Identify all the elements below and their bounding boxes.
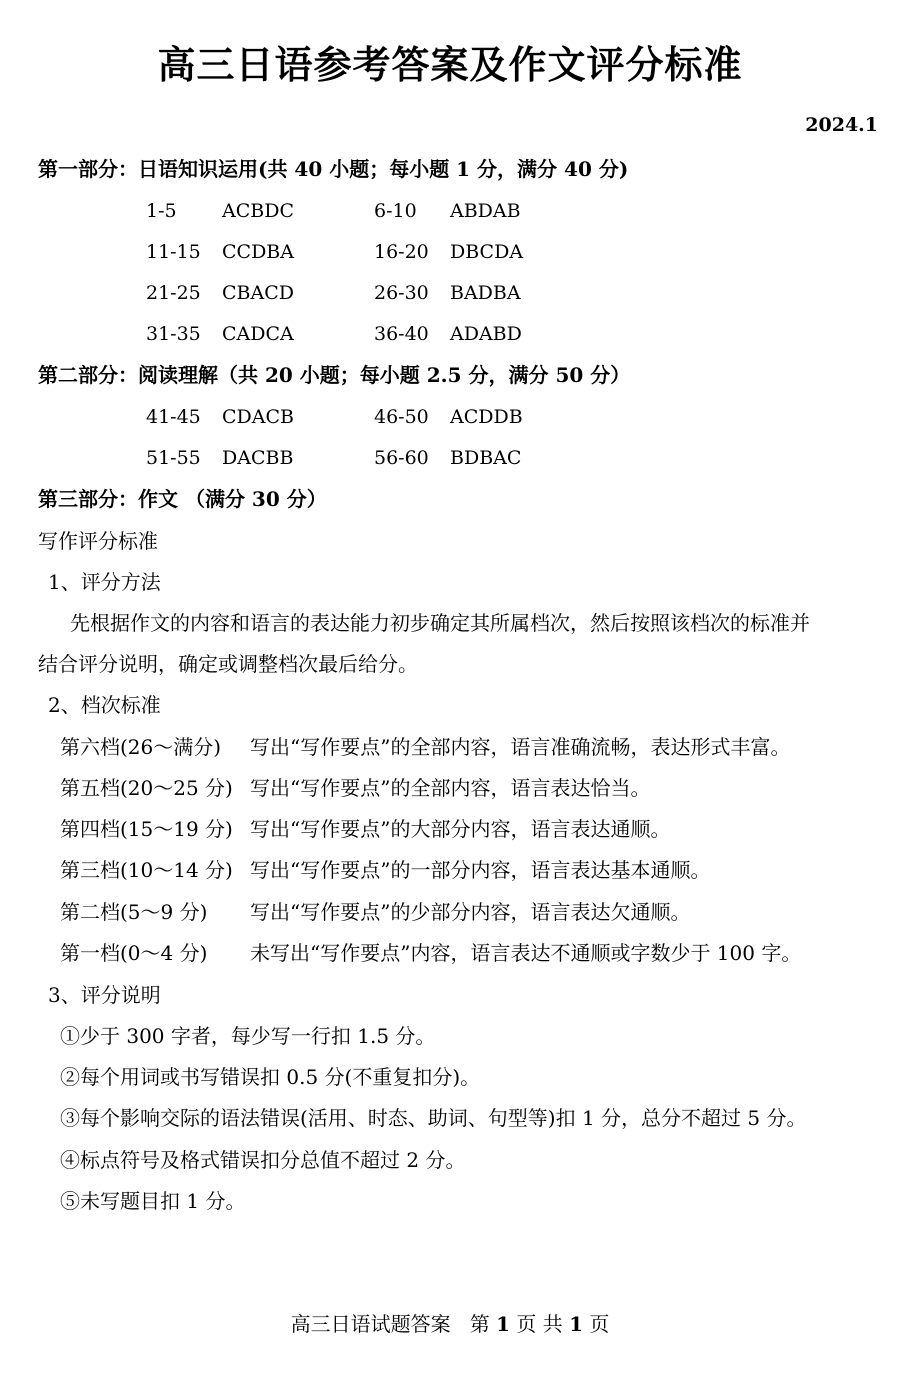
- tier-name: 第一档(0～4 分): [60, 941, 208, 965]
- note-item: ④标点符号及格式错误扣分总值不超过 2 分。: [60, 1148, 466, 1172]
- tiers-title: 2、档次标准: [48, 693, 161, 717]
- answer-row: [146, 239, 523, 265]
- answers: DBCDA: [450, 241, 524, 263]
- answers: CADCA: [222, 323, 294, 345]
- note-item: ⑤未写题目扣 1 分。: [60, 1189, 246, 1213]
- answers: CBACD: [222, 282, 294, 304]
- answers: BADBA: [450, 282, 521, 304]
- part3-heading: 第三部分：作文 （满分 30 分）: [38, 487, 327, 511]
- range: 36-40: [374, 323, 429, 345]
- method-text-line2: 结合评分说明，确定或调整档次最后给分。: [38, 652, 418, 676]
- part2-heading: 第二部分：阅读理解（共 20 小题；每小题 2.5 分，满分 50 分）: [38, 363, 631, 387]
- answers: CDACB: [222, 406, 294, 428]
- answer-row: [146, 404, 523, 430]
- range: 16-20: [374, 241, 429, 263]
- writing-criteria-subtitle: 写作评分标准: [38, 529, 158, 553]
- answer-row: [146, 198, 521, 224]
- note-item: ②每个用词或书写错误扣 0.5 分(不重复扣分)。: [60, 1065, 481, 1089]
- tier-item: [60, 899, 690, 925]
- notes-title: 3、评分说明: [48, 983, 161, 1007]
- range: 21-25: [146, 282, 201, 304]
- range: 6-10: [374, 200, 417, 222]
- answers: DACBB: [222, 447, 294, 469]
- range: 31-35: [146, 323, 201, 345]
- range: 26-30: [374, 282, 429, 304]
- tier-desc: 写出“写作要点”的全部内容，语言表达恰当。: [250, 776, 651, 800]
- tier-item: [60, 940, 801, 966]
- answer-row: [146, 445, 521, 471]
- tier-name: 第六档(26～满分): [60, 735, 222, 759]
- tier-item: [60, 857, 710, 883]
- tier-name: 第四档(15～19 分): [60, 817, 233, 841]
- answers: BDBAC: [450, 447, 522, 469]
- answers: ACBDC: [222, 200, 294, 222]
- footer-page-post: 页: [589, 1312, 610, 1336]
- footer-doc-name: 高三日语试题答案: [290, 1312, 451, 1336]
- tier-desc: 写出“写作要点”的少部分内容，语言表达欠通顺。: [250, 900, 691, 924]
- footer-page-pre: 第: [469, 1312, 490, 1336]
- answers: ACDDB: [450, 406, 523, 428]
- note-item: ①少于 300 字者，每少写一行扣 1.5 分。: [60, 1024, 436, 1048]
- range: 51-55: [146, 447, 201, 469]
- footer-page-number: 1: [496, 1312, 510, 1336]
- tier-name: 第二档(5～9 分): [60, 900, 208, 924]
- tier-item: [60, 816, 670, 842]
- date: 2024.1: [805, 114, 878, 136]
- answer-row: [146, 321, 522, 347]
- range: 46-50: [374, 406, 429, 428]
- footer-page-mid: 页 共: [516, 1312, 563, 1336]
- part1-heading: 第一部分：日语知识运用(共 40 小题；每小题 1 分，满分 40 分): [38, 157, 629, 181]
- tier-name: 第五档(20～25 分): [60, 776, 233, 800]
- answer-row: [146, 280, 521, 306]
- answers: ADABD: [450, 323, 522, 345]
- range: 56-60: [374, 447, 429, 469]
- method-text-line1: 先根据作文的内容和语言的表达能力初步确定其所属档次，然后按照该档次的标准并: [70, 611, 810, 635]
- range: 41-45: [146, 406, 201, 428]
- page-title: 高三日语参考答案及作文评分标准: [157, 43, 743, 87]
- tier-desc: 写出“写作要点”的大部分内容，语言表达通顺。: [250, 817, 671, 841]
- tier-name: 第三档(10～14 分): [60, 858, 233, 882]
- answers: CCDBA: [222, 241, 294, 263]
- tier-item: [60, 734, 790, 760]
- answers: ABDAB: [450, 200, 521, 222]
- range: 1-5: [146, 200, 177, 222]
- page-footer: [0, 1308, 900, 1337]
- tier-item: [60, 775, 650, 801]
- note-item: ③每个影响交际的语法错误(活用、时态、助词、句型等)扣 1 分，总分不超过 5 分。: [60, 1106, 807, 1130]
- tier-desc: 未写出“写作要点”内容，语言表达不通顺或字数少于 100 字。: [250, 941, 802, 965]
- tier-desc: 写出“写作要点”的全部内容，语言准确流畅，表达形式丰富。: [250, 735, 791, 759]
- method-title: 1、评分方法: [48, 570, 161, 594]
- tier-desc: 写出“写作要点”的一部分内容，语言表达基本通顺。: [250, 858, 711, 882]
- footer-total-pages: 1: [569, 1312, 583, 1336]
- range: 11-15: [146, 241, 201, 263]
